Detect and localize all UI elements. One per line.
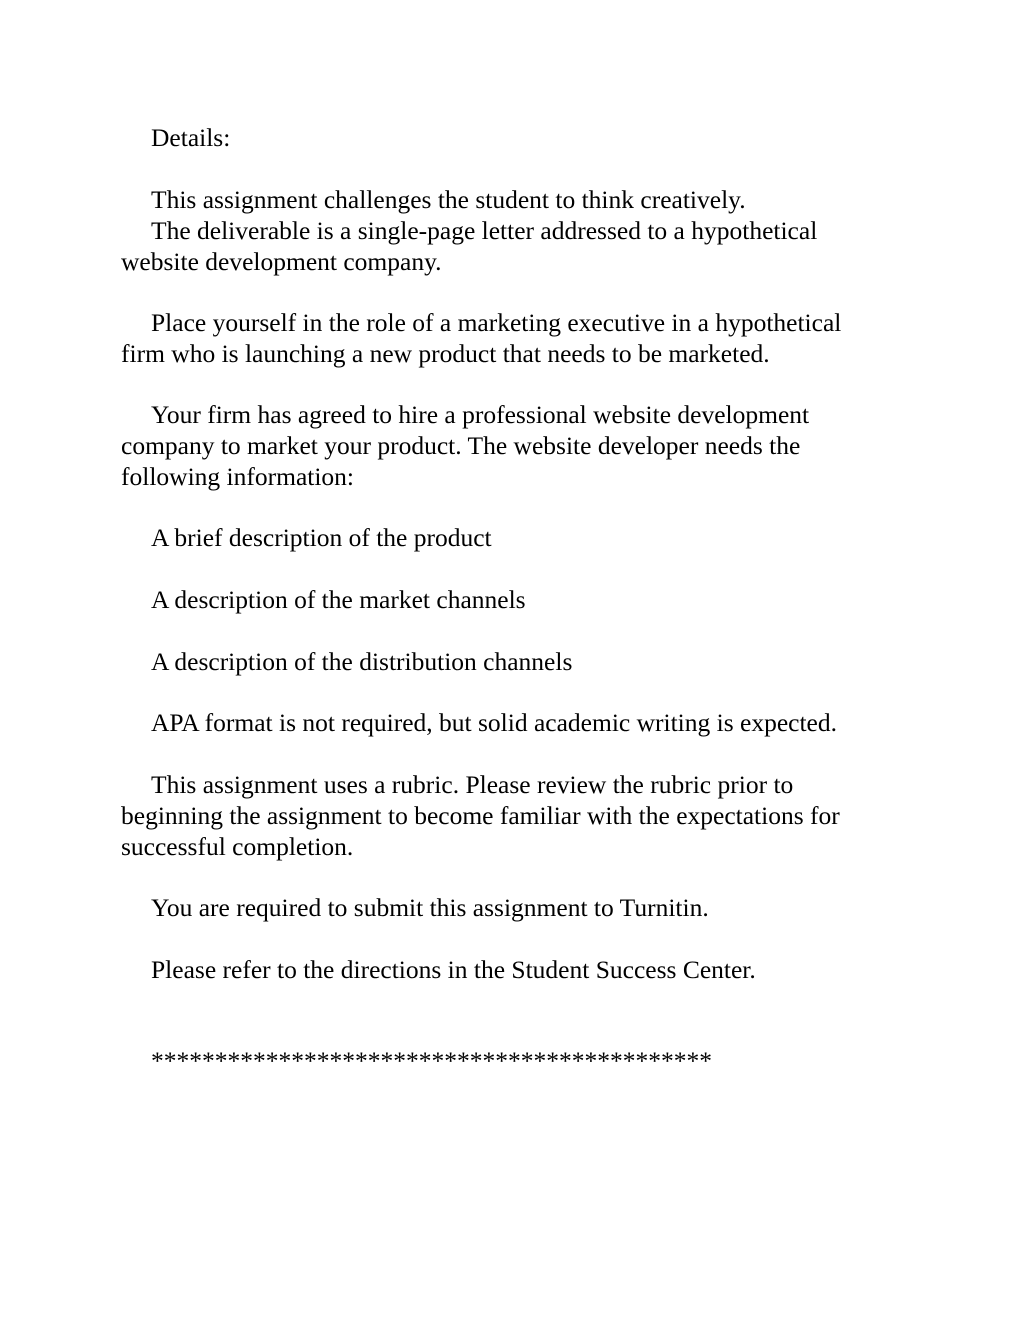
- separator-stars: ********************************************: [151, 1046, 712, 1075]
- paragraph-role: Place yourself in the role of a marketing executive in a hypothetical firm who is launching a new product that needs to be marketed.: [121, 308, 842, 368]
- list-item-market-channels: A description of the market channels: [151, 585, 526, 614]
- paragraph-intro-line1: This assignment challenges the student to think creatively.: [151, 185, 746, 214]
- paragraph-apa: APA format is not required, but solid academic writing is expected.: [151, 708, 837, 737]
- paragraph-firm: Your firm has agreed to hire a professional website development company to market your product. The website developer needs the following information:: [121, 400, 810, 491]
- list-item-product: A brief description of the product: [151, 523, 492, 552]
- list-item-distribution-channels: A description of the distribution channels: [151, 647, 573, 676]
- details-heading: Details:: [151, 123, 231, 152]
- paragraph-student-success: Please refer to the directions in the Student Success Center.: [151, 955, 756, 984]
- paragraph-rubric: This assignment uses a rubric. Please review the rubric prior to beginning the assignment to become familiar with the expectations for successful completion.: [121, 770, 840, 861]
- paragraph-turnitin: You are required to submit this assignment to Turnitin.: [151, 893, 709, 922]
- paragraph-intro-line2: The deliverable is a single-page letter addressed to a hypothetical website development company.: [121, 216, 818, 276]
